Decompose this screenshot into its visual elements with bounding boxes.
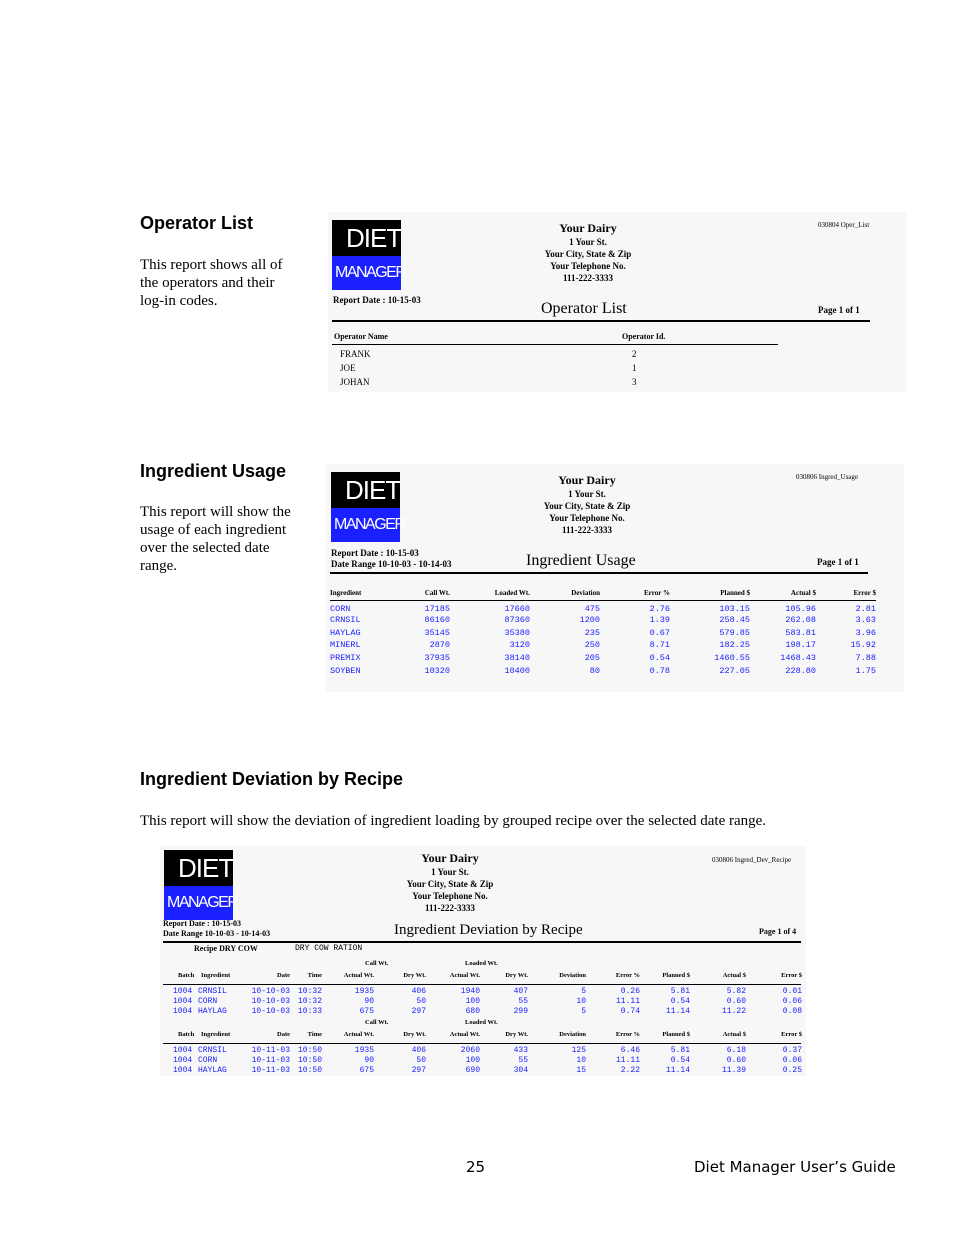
table-cell: 0.06 [782, 997, 802, 1006]
table-cell: CORN [198, 1056, 218, 1065]
column-header: Loaded Wt. [494, 589, 530, 598]
table-cell: CORN [198, 997, 218, 1006]
table-cell: 5 [581, 987, 586, 996]
table-cell: 10:50 [297, 1056, 322, 1065]
table-cell: 1004 [173, 987, 193, 996]
recipe-label: Recipe DRY COW [194, 944, 258, 953]
column-header: Error $ [781, 1031, 802, 1038]
table-cell: 10-10-03 [251, 997, 290, 1006]
table-cell: 80 [589, 665, 600, 676]
table-cell: 0.37 [782, 1046, 802, 1055]
report-title: Operator List [541, 300, 627, 317]
table-cell: 10:33 [297, 1007, 322, 1016]
column-header: Actual Wt. [343, 972, 374, 979]
table-cell: 0.08 [782, 1007, 802, 1016]
table-cell: 583.81 [785, 627, 816, 638]
column-header: Time [307, 972, 322, 979]
list-item: 1 [632, 363, 637, 373]
table-cell: 3.96 [855, 627, 876, 638]
ingredient-usage-report [326, 464, 904, 692]
operator-list-report [328, 212, 906, 392]
table-cell: 10:50 [297, 1066, 322, 1075]
column-header: Ingredient [330, 589, 362, 598]
column-header: Planned $ [720, 589, 750, 598]
table-cell: 2.22 [620, 1066, 640, 1075]
dairy-header: Your Dairy 1 Your St. Your City, State & Zip Your Telephone No. 111-222-3333 [406, 851, 494, 913]
table-cell: 1004 [173, 1046, 193, 1055]
table-cell: 0.60 [726, 1056, 746, 1065]
table-cell: 5.81 [670, 987, 690, 996]
table-cell: 228.80 [785, 665, 816, 676]
table-cell: 406 [411, 1046, 426, 1055]
table-cell: HAYLAG [198, 1007, 227, 1016]
table-cell: 0.26 [620, 987, 640, 996]
table-cell: 5.81 [670, 1046, 690, 1055]
table-cell: 0.54 [649, 652, 670, 663]
table-cell: 10-10-03 [251, 1007, 290, 1016]
column-header: Error $ [853, 589, 876, 598]
report-id: 030806 Ingred_Usage [796, 473, 859, 481]
table-cell: 2.81 [855, 603, 876, 614]
table-cell: 125 [571, 1046, 586, 1055]
column-header: Dry Wt. [505, 972, 528, 979]
table-cell: 35145 [424, 627, 450, 638]
report-date: Report Date : 10-15-03 Date Range 10-10-03 - 10-14-03 [331, 548, 452, 569]
table-cell: 675 [359, 1066, 374, 1075]
table-header-row [330, 587, 876, 600]
column-operator-id: Operator Id. [622, 332, 666, 341]
table-cell: PREMIX [330, 652, 361, 663]
operator-list-heading: Operator List [140, 213, 254, 233]
table-cell: 227.05 [719, 665, 750, 676]
table-row [330, 652, 876, 665]
page-indicator: Page 1 of 4 [759, 927, 797, 936]
operator-names [340, 347, 371, 389]
column-operator-name: Operator Name [334, 332, 388, 341]
column-header: Error % [644, 589, 670, 598]
column-header: Batch [178, 1031, 195, 1038]
table-row [330, 614, 876, 627]
column-header: Error % [615, 1031, 640, 1038]
table-cell: 90 [364, 997, 374, 1006]
column-header: Deviation [559, 972, 586, 979]
column-header: Actual Wt. [449, 972, 480, 979]
operator-ids [632, 347, 637, 389]
report-title: Ingredient Deviation by Recipe [394, 922, 583, 938]
table-cell: 17660 [504, 603, 530, 614]
group-header-call-wt: Call Wt. [365, 1019, 389, 1026]
column-header: Date [277, 1031, 290, 1038]
column-header: Planned $ [662, 1031, 690, 1038]
divider [163, 984, 801, 985]
column-header: Date [277, 972, 290, 979]
report-id: 030804 Oper_List [818, 221, 870, 229]
table-cell: 50 [416, 997, 426, 1006]
ingredient-usage-table [330, 587, 876, 677]
column-header: Error $ [781, 972, 802, 979]
table-cell: 86160 [424, 614, 450, 625]
column-header: Dry Wt. [403, 1031, 426, 1038]
column-header: Time [307, 1031, 322, 1038]
diet-manager-logo: DIET MANAGER [331, 472, 400, 542]
column-header: Ingredient [201, 1031, 231, 1038]
table-cell: 1.39 [649, 614, 670, 625]
table-cell: 1004 [173, 1056, 193, 1065]
table-cell: 55 [518, 997, 528, 1006]
guide-title: Diet Manager User’s Guide [694, 1158, 896, 1176]
table-cell: 0.54 [670, 997, 690, 1006]
table-cell: 38140 [504, 652, 530, 663]
table-cell: 10:32 [297, 987, 322, 996]
column-header: Batch [178, 972, 195, 979]
table-cell: MINERL [330, 640, 361, 651]
page-indicator: Page 1 of 1 [818, 305, 860, 315]
table-cell: 1468.43 [780, 652, 816, 663]
table-cell: 50 [416, 1056, 426, 1065]
table-cell: 3120 [509, 640, 530, 651]
table-cell: 1200 [579, 614, 600, 625]
table-cell: 297 [411, 1007, 426, 1016]
table-cell: 0.60 [726, 997, 746, 1006]
table-cell: 10 [576, 1056, 586, 1065]
group-header-loaded-wt: Loaded Wt. [465, 960, 498, 967]
table-cell: 10400 [504, 665, 530, 676]
list-item: FRANK [340, 349, 371, 359]
table-cell: 5 [581, 1007, 586, 1016]
table-cell: 235 [584, 627, 600, 638]
table-cell: 11.11 [615, 997, 640, 1006]
table-cell: 680 [465, 1007, 480, 1016]
divider [332, 344, 778, 345]
dairy-header: Your Dairy 1 Your St. Your City, State & Zip Your Telephone No. 111-222-3333 [543, 473, 631, 535]
table-cell: 407 [513, 987, 528, 996]
table-cell: 37935 [424, 652, 450, 663]
table-cell: 1.75 [855, 665, 876, 676]
table-cell: 90 [364, 1056, 374, 1065]
table-cell: 0.01 [782, 987, 802, 996]
table-cell: CRNSIL [330, 614, 361, 625]
report-date: Report Date : 10-15-03 [333, 295, 421, 305]
ingredient-deviation-description: This report will show the deviation of ingredient loading by grouped recipe over the selected date range. [140, 813, 767, 829]
table-cell: 2870 [429, 640, 450, 651]
list-item: 2 [632, 349, 637, 359]
column-header: Ingredient [201, 972, 231, 979]
table-cell: 11.11 [615, 1056, 640, 1065]
ingredient-usage-description: This report will show the usage of each ingredient over the selected date range. [140, 504, 291, 574]
column-header: Actual $ [722, 1031, 746, 1038]
list-item: JOHAN [340, 377, 370, 387]
table-cell: 0.78 [649, 665, 670, 676]
table-cell: 258.45 [719, 614, 750, 625]
table-cell: 579.85 [719, 627, 750, 638]
table-cell: 1004 [173, 1007, 193, 1016]
table-cell: 299 [513, 1007, 528, 1016]
table-cell: 87360 [504, 614, 530, 625]
table-cell: CRNSIL [198, 987, 227, 996]
list-item: 3 [632, 377, 637, 387]
report-id: 030806 Ingred_Dev_Recipe [712, 856, 792, 864]
table-cell: 7.88 [855, 652, 876, 663]
table-cell: 105.96 [785, 603, 816, 614]
table-cell: 262.08 [785, 614, 816, 625]
table-cell: 35380 [504, 627, 530, 638]
table-cell: 6.46 [620, 1046, 640, 1055]
table-cell: 11.14 [665, 1007, 690, 1016]
list-item: JOE [340, 363, 356, 373]
ingredient-deviation-heading: Ingredient Deviation by Recipe [140, 769, 404, 789]
table-row [330, 639, 876, 652]
divider [163, 941, 801, 943]
table-cell: 10-11-03 [251, 1066, 290, 1075]
table-cell: 10-10-03 [251, 987, 290, 996]
table-cell: 297 [411, 1066, 426, 1075]
diet-manager-logo: DIET MANAGER [164, 850, 233, 920]
table-cell: 55 [518, 1056, 528, 1065]
recipe-name: DRY COW RATION [295, 944, 363, 953]
table-cell: 1004 [173, 1066, 193, 1075]
table-cell: 304 [513, 1066, 528, 1075]
column-header: Planned $ [662, 972, 690, 979]
dairy-header: Your Dairy 1 Your St. Your City, State & Zip Your Telephone No. 111-222-3333 [544, 221, 632, 283]
table-cell: 1935 [354, 1046, 374, 1055]
table-cell: 1004 [173, 997, 193, 1006]
table-cell: 675 [359, 1007, 374, 1016]
column-header: Call Wt. [424, 589, 450, 598]
table-row [330, 626, 876, 639]
table-cell: 11.22 [721, 1007, 746, 1016]
table-cell: 0.25 [782, 1066, 802, 1075]
table-cell: 0.06 [782, 1056, 802, 1065]
table-cell: 475 [584, 603, 600, 614]
table-cell: HAYLAG [330, 627, 361, 638]
ingredient-deviation-report [160, 846, 806, 1076]
table-cell: 10-11-03 [251, 1046, 290, 1055]
table-cell: 100 [465, 997, 480, 1006]
table-cell: 15 [576, 1066, 586, 1075]
ingredient-usage-heading: Ingredient Usage [140, 461, 287, 481]
table-cell: 8.71 [649, 640, 670, 651]
table-cell: 0.74 [620, 1007, 640, 1016]
table-row [330, 664, 876, 677]
column-header: Deviation [571, 589, 600, 598]
table-cell: HAYLAG [198, 1066, 227, 1075]
table-cell: 10 [576, 997, 586, 1006]
group-header-call-wt: Call Wt. [365, 960, 389, 967]
table-cell: 2060 [460, 1046, 480, 1055]
column-header: Actual Wt. [343, 1031, 374, 1038]
page-number: 25 [466, 1158, 486, 1176]
table-cell: 198.17 [785, 640, 816, 651]
table-cell: 11.14 [665, 1066, 690, 1075]
table-row [330, 600, 876, 614]
table-cell: 250 [584, 640, 600, 651]
divider [332, 320, 870, 322]
table-cell: CORN [330, 603, 351, 614]
table-cell: 11.39 [721, 1066, 746, 1075]
table-cell: 3.63 [855, 614, 876, 625]
table-cell: 1460.55 [714, 652, 750, 663]
report-title: Ingredient Usage [526, 552, 636, 569]
column-header: Actual $ [790, 589, 816, 598]
table-cell: 15.92 [850, 640, 876, 651]
table-cell: 0.54 [670, 1056, 690, 1065]
table-cell: 103.15 [719, 603, 750, 614]
operator-list-description: This report shows all of the operators and their log-in codes. [140, 257, 283, 309]
divider [330, 572, 868, 574]
group-header-loaded-wt: Loaded Wt. [465, 1019, 498, 1026]
column-header: Actual Wt. [449, 1031, 480, 1038]
table-cell: 433 [513, 1046, 528, 1055]
table-cell: 0.67 [649, 627, 670, 638]
table-cell: SOYBEN [330, 665, 361, 676]
column-header: Error % [615, 972, 640, 979]
table-cell: 10320 [424, 665, 450, 676]
table-cell: 5.82 [726, 987, 746, 996]
table-cell: CRNSIL [198, 1046, 227, 1055]
table-cell: 1940 [460, 987, 480, 996]
column-header: Actual $ [722, 972, 746, 979]
table-cell: 10:32 [297, 997, 322, 1006]
diet-manager-logo: DIET MANAGER [332, 220, 401, 290]
table-cell: 690 [465, 1066, 480, 1075]
table-cell: 10-11-03 [251, 1056, 290, 1065]
table-cell: 205 [584, 652, 600, 663]
table-cell: 100 [465, 1056, 480, 1065]
table-cell: 17185 [424, 603, 450, 614]
page-indicator: Page 1 of 1 [817, 557, 859, 567]
divider [163, 1043, 801, 1044]
table-cell: 2.76 [649, 603, 670, 614]
table-cell: 10:50 [297, 1046, 322, 1055]
table-cell: 6.18 [726, 1046, 746, 1055]
column-header: Dry Wt. [403, 972, 426, 979]
report-date: Report Date : 10-15-03 Date Range 10-10-03 - 10-14-03 [163, 919, 271, 938]
column-header: Deviation [559, 1031, 586, 1038]
table-cell: 406 [411, 987, 426, 996]
column-header: Dry Wt. [505, 1031, 528, 1038]
table-cell: 1935 [354, 987, 374, 996]
table-cell: 182.25 [719, 640, 750, 651]
